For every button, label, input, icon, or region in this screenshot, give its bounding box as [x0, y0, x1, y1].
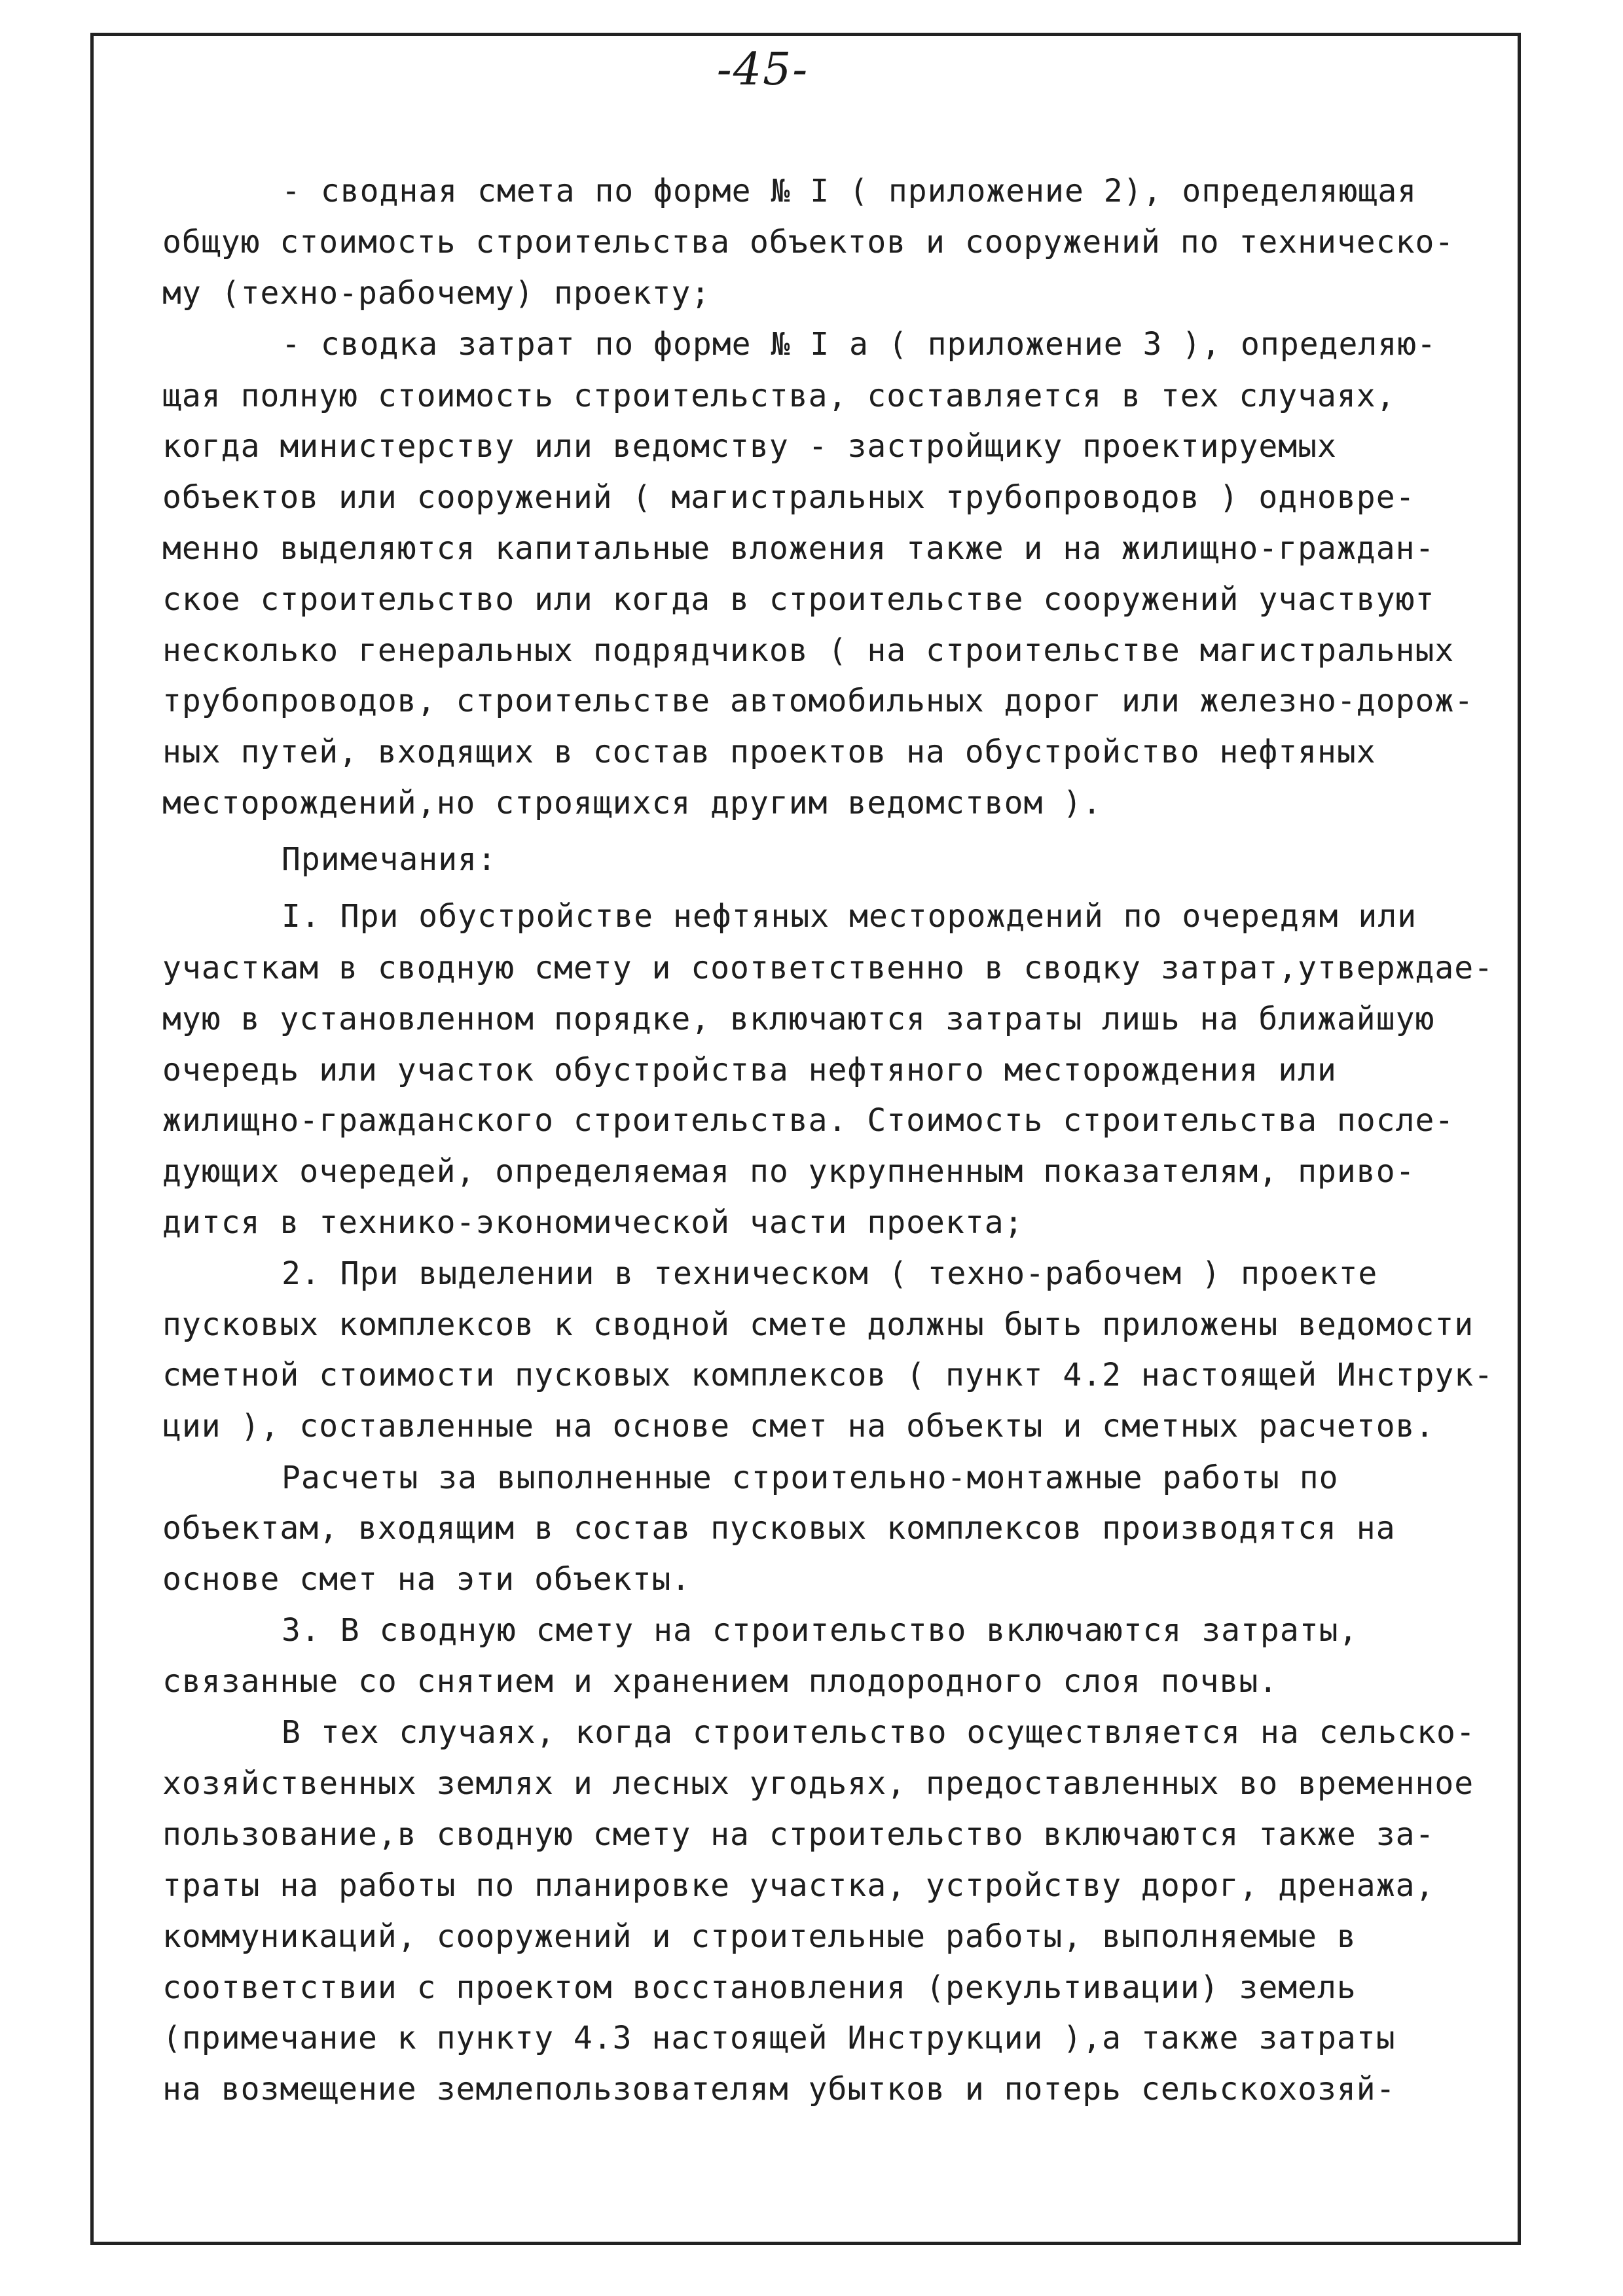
text-line: пользование,в сводную смету на строительство включаются также за-	[162, 1816, 1435, 1853]
text-line: - сводка затрат по форме № I а ( приложение 3 ), определяю-	[282, 326, 1437, 363]
text-line: участкам в сводную смету и соответственно в сводку затрат,утверждае-	[162, 950, 1494, 986]
text-line: дующих очередей, определяемая по укрупненным показателям, приво-	[162, 1153, 1415, 1190]
text-line: му (техно-рабочему) проекту;	[162, 275, 711, 312]
text-line: жилищно-гражданского строительства. Стоимость строительства после-	[162, 1102, 1455, 1139]
text-line: I. При обустройстве нефтяных месторождений по очередям или	[282, 898, 1417, 935]
text-line: 3. В сводную смету на строительство включаются затраты,	[282, 1612, 1359, 1649]
text-line: ское строительство или когда в строительстве сооружений участвуют	[162, 581, 1435, 618]
text-line: несколько генеральных подрядчиков ( на строительстве магистральных	[162, 632, 1455, 669]
text-line: связанные со снятием и хранением плодородного слоя почвы.	[162, 1663, 1279, 1700]
text-line: коммуникаций, сооружений и строительные работы, выполняемые в	[162, 1918, 1357, 1955]
text-line: трубопроводов, строительстве автомобильных дорог или железно-дорож-	[162, 683, 1474, 719]
text-line: на возмещение землепользователям убытков и потерь сельскохозяй-	[162, 2071, 1396, 2108]
text-line: - сводная смета по форме № I ( приложение 2), определяющая	[282, 173, 1417, 209]
text-line: основе смет на эти объекты.	[162, 1561, 691, 1598]
text-line: 2. При выделении в техническом ( техно-рабочем ) проекте	[282, 1255, 1378, 1292]
text-line: щая полную стоимость строительства, составляется в тех случаях,	[162, 378, 1396, 414]
text-line: траты на работы по планировке участка, устройству дорог, дренажа,	[162, 1867, 1435, 1904]
text-line: месторождений,но строящихся другим ведомством ).	[162, 785, 1103, 821]
text-line: очередь или участок обустройства нефтяного месторождения или	[162, 1052, 1337, 1088]
text-line: (примечание к пункту 4.3 настоящей Инструкции ),а также затраты	[162, 2020, 1396, 2056]
text-line: объектам, входящим в состав пусковых комплексов производятся на	[162, 1510, 1396, 1547]
text-line: общую стоимость строительства объектов и сооружений по техническо-	[162, 224, 1455, 260]
text-line: ных путей, входящих в состав проектов на обустройство нефтяных	[162, 734, 1376, 770]
text-line: когда министерству или ведомству - застройщику проектируемых	[162, 428, 1337, 465]
text-line: ции ), составленные на основе смет на объекты и сметных расчетов.	[162, 1408, 1435, 1444]
text-line: сметной стоимости пусковых комплексов ( пункт 4.2 настоящей Инструк-	[162, 1357, 1494, 1393]
text-line: мую в установленном порядке, включаются затраты лишь на ближайшую	[162, 1001, 1435, 1037]
page-number: -45-	[716, 44, 809, 96]
text-line: Расчеты за выполненные строительно-монтажные работы по	[282, 1460, 1339, 1496]
text-line: пусковых комплексов к сводной смете должны быть приложены ведомости	[162, 1306, 1474, 1343]
text-line: Примечания:	[282, 841, 497, 878]
text-line: менно выделяются капитальные вложения также и на жилищно-граждан-	[162, 530, 1435, 567]
text-line: дится в технико-экономической части проекта;	[162, 1204, 1024, 1241]
text-line: соответствии с проектом восстановления (рекультивации) земель	[162, 1969, 1357, 2006]
text-line: В тех случаях, когда строительство осуществляется на сельско-	[282, 1714, 1476, 1751]
text-line: хозяйственных землях и лесных угодьях, предоставленных во временное	[162, 1765, 1474, 1802]
text-line: объектов или сооружений ( магистральных трубопроводов ) одновре-	[162, 479, 1415, 516]
